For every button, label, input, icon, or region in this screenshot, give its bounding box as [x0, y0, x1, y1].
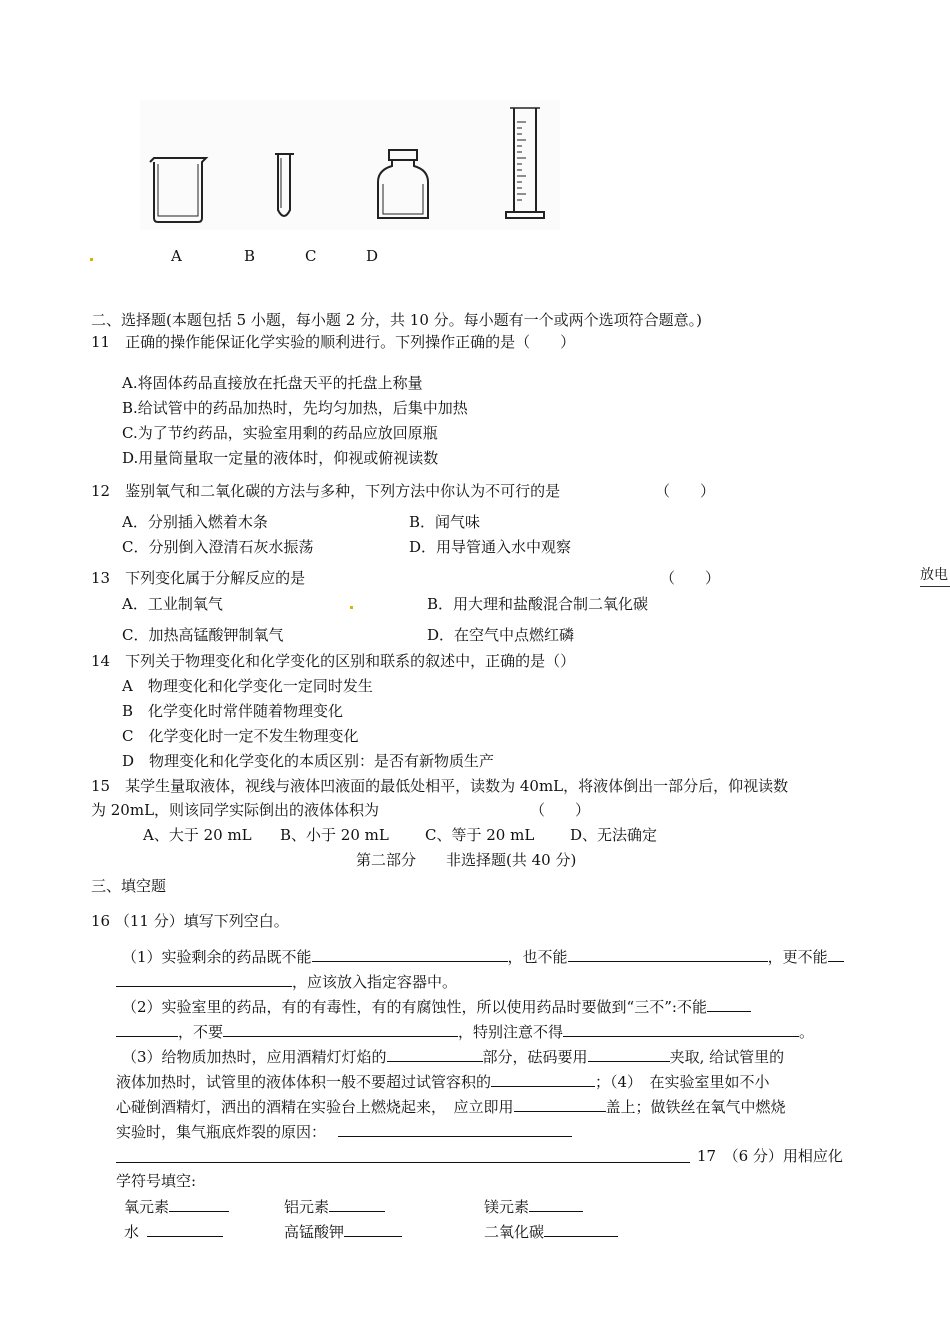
edge-rule — [920, 586, 950, 587]
answer-blank[interactable] — [828, 946, 844, 962]
q16-p2-line2 — [116, 1021, 814, 1042]
answer-blank[interactable] — [147, 1221, 223, 1237]
q16-p2-line1 — [122, 996, 751, 1017]
q15-option-a: A、大于 20 mL — [143, 826, 252, 844]
q14-stem: 14 下列关于物理变化和化学变化的区别和联系的叙述中，正确的是（） — [91, 652, 576, 670]
q12-option-c: C．分别倒入澄清石灰水振荡 — [122, 538, 314, 556]
q16-p3g: 盖上；做铁丝在氧气中燃烧 — [605, 1098, 786, 1116]
q16-p3f: 心碰倒酒精灯，洒出的酒精在实验台上燃烧起来， 应立即用 — [116, 1098, 514, 1116]
q16-p3-line3 — [116, 1096, 786, 1117]
apparatus-figure — [140, 100, 560, 230]
answer-blank[interactable] — [491, 1071, 595, 1087]
q15-line2: 为 20mL，则该同学实际倒出的液体体积为 — [91, 801, 380, 819]
q12-option-b: B．闻气味 — [409, 513, 481, 531]
q16-p2a: （2）实验室里的药品，有的有毒性，有的有腐蚀性，所以使用药品时要做到“三不”:不能 — [122, 998, 707, 1016]
q12-stem: 12 鉴别氧气和二氧化碳的方法与多种，下列方法中你认为不可行的是 — [91, 482, 561, 500]
q14-option-b: B 化学变化时常伴随着物理变化 — [122, 702, 344, 720]
q11-option-a: A.将固体药品直接放在托盘天平的托盘上称量 — [122, 374, 423, 392]
q11-option-c: C.为了节约药品，实验室用剩的药品应放回原瓶 — [122, 424, 438, 442]
answer-blank[interactable] — [529, 1196, 583, 1212]
figure-label-a: A — [171, 247, 182, 265]
q12-paren: （ ） — [655, 482, 716, 500]
q16-p3e: ；（4） 在实验室里如不小 — [595, 1073, 770, 1091]
answer-blank[interactable] — [169, 1196, 229, 1212]
answer-blank[interactable] — [312, 946, 508, 962]
answer-blank[interactable] — [344, 1221, 402, 1237]
q15-option-c: C、等于 20 mL — [425, 826, 535, 844]
q13-stem: 13 下列变化属于分解反应的是 — [91, 569, 306, 587]
q16-p1d: ，应该放入指定容器中。 — [292, 973, 458, 991]
q17-stem-b: 学符号填空: — [116, 1172, 197, 1190]
q17-item-kmno4: 高锰酸钾 — [284, 1221, 402, 1242]
q16-p3d: 液体加热时，试管里的液体体积一般不要超过试管容积的 — [116, 1073, 492, 1091]
q16-p1a: （1）实验剩余的药品既不能 — [122, 948, 312, 966]
q17-item-magnesium: 镁元素 — [484, 1196, 583, 1217]
q17-item-oxygen: 氧元素 — [124, 1196, 229, 1217]
answer-blank[interactable] — [514, 1096, 606, 1112]
q16-p3h: 实验时，集气瓶底炸裂的原因： — [116, 1123, 327, 1141]
q11-stem: 11 正确的操作能保证化学实验的顺利进行。下列操作正确的是（ ） — [91, 333, 576, 351]
q17-stem-a: 17 （6 分）用相应化 — [697, 1147, 843, 1165]
answer-blank[interactable] — [544, 1221, 618, 1237]
figure-label-c: C — [305, 247, 317, 265]
q15-line1: 15 某学生量取液体，视线与液体凹液面的最低处相平，读数为 40mL，将液体倒出一部分后，仰视读数 — [91, 777, 789, 795]
q15-paren: （ ） — [530, 801, 591, 819]
answer-blank[interactable] — [116, 1021, 178, 1037]
q13-option-a: A．工业制氧气 — [122, 595, 223, 613]
speck — [90, 258, 93, 261]
q16-p3a: （3）给物质加热时，应用酒精灯灯焰的 — [122, 1048, 387, 1066]
q16-stem: 16 （11 分）填写下列空白。 — [91, 912, 289, 930]
q14-option-d: D 物理变化和化学变化的本质区别：是否有新物质生产 — [122, 752, 495, 770]
q14-option-a: A 物理变化和化学变化一定同时发生 — [122, 677, 373, 695]
answer-blank[interactable] — [223, 1021, 458, 1037]
q16-p3-line1 — [122, 1046, 784, 1067]
q17-item-co2: 二氧化碳 — [484, 1221, 618, 1242]
q15-option-d: D、无法确定 — [570, 826, 658, 844]
q16-p3b: 部分，砝码要用 — [482, 1048, 588, 1066]
q16-p3-line2 — [116, 1071, 770, 1092]
answer-blank[interactable] — [387, 1046, 483, 1062]
q11-option-d: D.用量筒量取一定量的液体时，仰视或俯视读数 — [122, 449, 439, 467]
q14-option-c: C 化学变化时一定不发生物理变化 — [122, 727, 359, 745]
q16-p1b: ，也不能 — [507, 948, 568, 966]
section2-heading: 二、选择题(本题包括 5 小题，每小题 2 分，共 10 分。每小题有一个或两个选项符合题意。) — [91, 311, 702, 329]
answer-blank[interactable] — [116, 971, 292, 987]
q16-p3c: 夹取, 给试管里的 — [669, 1048, 785, 1066]
q12-option-a: A．分别插入燃着木条 — [122, 513, 268, 531]
q16-p2c: ，特别注意不得 — [458, 1023, 564, 1041]
section3-heading: 三、填空题 — [91, 877, 167, 895]
q12-option-d: D．用导管通入水中观察 — [409, 538, 572, 556]
q16-p1-line1 — [122, 946, 844, 967]
answer-blank[interactable] — [563, 1021, 799, 1037]
answer-blank[interactable] — [707, 996, 751, 1012]
q13-option-d: D．在空气中点燃红磷 — [427, 626, 575, 644]
q13-paren: （ ） — [660, 569, 721, 587]
q13-option-c: C．加热高锰酸钾制氧气 — [122, 626, 284, 644]
q17-item-aluminum: 铝元素 — [284, 1196, 385, 1217]
answer-blank[interactable] — [568, 946, 768, 962]
q16-p2d: 。 — [799, 1023, 815, 1041]
q16-p1-line2 — [116, 971, 457, 992]
q15-option-b: B、小于 20 mL — [280, 826, 389, 844]
answer-blank[interactable] — [329, 1196, 385, 1212]
q11-option-b: B.给试管中的药品加热时，先均匀加热，后集中加热 — [122, 399, 468, 417]
q17-item-water: 水 — [124, 1221, 223, 1242]
speck — [350, 606, 353, 609]
q13-option-b: B．用大理和盐酸混合制二氧化碳 — [427, 595, 649, 613]
q16-p1c: ，更不能 — [767, 948, 828, 966]
answer-blank[interactable] — [588, 1046, 670, 1062]
q16-p2b: ，不要 — [178, 1023, 224, 1041]
q16-p3-line4 — [116, 1121, 572, 1142]
figure-label-d: D — [366, 247, 379, 265]
part2-title: 第二部分 非选择题(共 40 分) — [356, 851, 577, 869]
answer-blank[interactable] — [338, 1121, 572, 1137]
edge-text: 放电 — [920, 567, 948, 583]
figure-label-b: B — [244, 247, 256, 265]
answer-blank[interactable] — [116, 1162, 690, 1163]
